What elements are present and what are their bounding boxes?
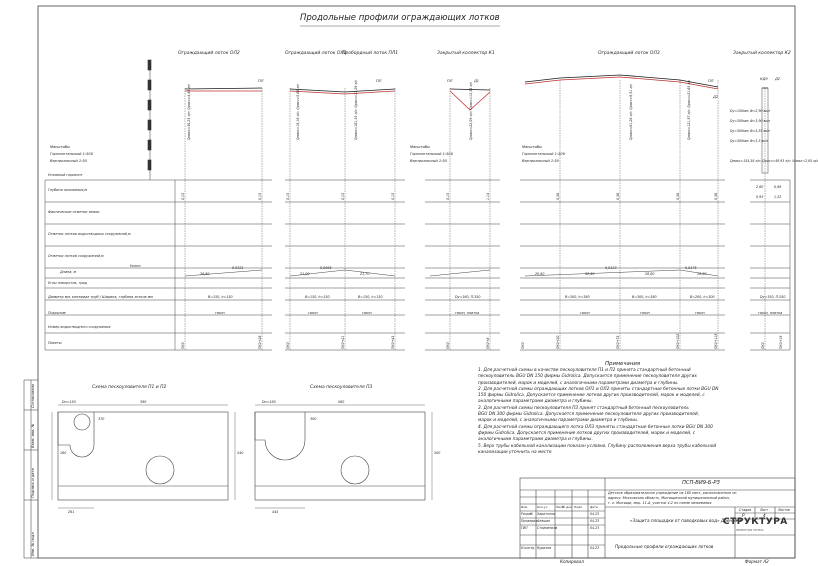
stamp-head: Кол.уч (537, 505, 548, 509)
stamp-date: 04.23 (590, 526, 600, 530)
slope-cell: 0,0123 (605, 266, 617, 270)
row-label-tray-marks: Отметки лотков водоотводных сооружений,м (48, 232, 131, 236)
depth-cell: 0,93 (756, 195, 764, 199)
note-line: фирмы Gidrolica. Допускается применение лотков других производителей, марок и моделей, с (478, 430, 696, 436)
stamp-role: Н.контр. (521, 546, 536, 550)
cover-cell: газон (215, 311, 225, 315)
dim-cell: Dy=160, П.350 (455, 295, 481, 299)
pk-cell: ПК0 (761, 342, 765, 349)
scheme-b-title: Схема пескоуловителя П3 (310, 385, 373, 390)
node-pl-3: ПЛ (447, 79, 453, 83)
dim-cell: B=200, h=300 (690, 295, 715, 299)
stamp-object: «Защита площадки от паводковых вод» Дренажи (630, 518, 742, 523)
section-title-k2: Закрытый коллектор К2 (733, 51, 791, 56)
uslovny-horizon: Условный горизонт (48, 173, 83, 177)
stamp-date: 04.23 (590, 519, 600, 523)
node-d1: Д1 (474, 79, 480, 83)
side-replace-inv: Взам. инв. № (31, 423, 35, 448)
stamp-desc: адресу: Московская область, Мытищинский муниципальный район, (608, 496, 730, 500)
cover-cell: газон, плитка (455, 311, 480, 315)
stamp-role: Проверил (521, 519, 538, 523)
company-logo: СТРУКТУРА (723, 517, 788, 527)
row-label-structure-marks: Отметки лотков сооружений,м (48, 254, 104, 258)
note-line: марок и моделей, с аналогичными параметрами диаметра и глубины. (478, 418, 639, 424)
stamp-date: 04.23 (590, 546, 600, 550)
scheme-a-dim: 540 (237, 451, 244, 455)
stamp-date: 04.23 (590, 512, 600, 516)
length-cell: 21,70 (360, 272, 370, 276)
depth-cell: 0,15 (286, 192, 290, 200)
row-label-number: Номер водоотводного сооружения (48, 325, 111, 329)
scheme-a-dim: Dn=150 (62, 400, 76, 404)
section-title-k1: Закрытый коллектор К1 (437, 51, 495, 56)
pk-cell: ПК0 (181, 342, 185, 349)
node-pl-4: ПЛ (708, 79, 714, 83)
k2-pipe-2: Dy=300мм; Ф=3,90 вып (730, 119, 770, 123)
scheme-a (52, 405, 235, 508)
stamp-stage-h: Стадия (739, 508, 752, 512)
node-d2: Д2 (713, 95, 719, 99)
pk-cell: ПК0+19 (779, 335, 783, 349)
cover-cell: газон (580, 311, 590, 315)
flow-label-ol3a: Qмакс=61,26 л/с; Qрасч=9,51 л/с (629, 83, 633, 140)
depth-cell: 1,14 (486, 192, 490, 200)
note-line: канализации уточнить на месте. (478, 449, 553, 455)
stamp-head: Изм. (521, 505, 529, 509)
dim-cell: B=300, h=380 (632, 295, 657, 299)
scales-label-3: Масштабы (522, 145, 542, 149)
scheme-b-dim: 445 (272, 510, 279, 514)
flow-label-ol3b: Qмакс=121,57 л/с; Qрасч=21,85 л/с (687, 79, 691, 140)
stamp-head: Дата (590, 505, 598, 509)
scheme-a-dim: 370 (98, 417, 105, 421)
flow-label-k2: Qмакс=154,58 л/с; Qрасч=49,93 л/с; Vмакс=2,85 м/с (730, 159, 818, 163)
stamp-desc: Детское образовательное учреждение на 160 мест, расположенное по (608, 491, 737, 495)
node-pl-1: ПЛ (258, 79, 264, 83)
depth-cell: 0,15 (391, 192, 395, 200)
length-cell: 16,80 (697, 272, 707, 276)
scale-horizontal-3: Горизонтальный 1:500 (522, 152, 566, 156)
depth-cell: 0,38 (676, 192, 680, 200)
slope-cell: 0,0095 (320, 266, 332, 270)
k2-pipe-4: Dy=300мм; Ф=3,5 вып (730, 139, 768, 143)
stamp-code: ПСП-ВИ9-Б-РЗ (682, 480, 720, 486)
pk-cell: ПК0+8 (486, 337, 490, 349)
stamp-head: Подп. (574, 505, 584, 509)
dim-cell: B=150, h=150 (305, 295, 330, 299)
pk-cell: ПК0 (446, 342, 450, 349)
depth-cell: 0,98 (774, 185, 782, 189)
note-line: аналогичными параметрами диаметра и глубины. (478, 399, 593, 405)
note-line: BGU DN 300 фирмы Gidrolica. Допускается применение пескоуловителя других производителей, (478, 412, 700, 418)
pk-cell: ПК0+28 (258, 335, 262, 349)
length-cell: 20,60 (535, 272, 545, 276)
length-cell: 28,60 (200, 272, 210, 276)
scheme-a-dim: 261 (68, 510, 75, 514)
scheme-a-dim: 360 (140, 400, 147, 404)
row-label-cover: Покрытие (48, 311, 66, 315)
note-line: 1. Для расчетной схемы в качестве пескоуловителя П1 и П2 принята стандартный бетонный (478, 368, 691, 373)
pk-cell: ПК0+21 (341, 335, 345, 349)
scheme-a-title: Схема пескоуловителя П1 и П2 (92, 385, 167, 390)
flow-label-ol1: Qмакс=19,16 л/с; Qрасч=5,86 л/с (296, 83, 300, 140)
dim-cell: Dy=350, П.550 (760, 295, 786, 299)
cover-cell: газон (362, 311, 372, 315)
row-label-slope: Уклон (130, 264, 141, 268)
stamp-stage: Р (742, 513, 745, 518)
stamp-sheet-h: Лист (760, 508, 769, 512)
scheme-b-dim: 500 (434, 451, 441, 455)
stamp-name: Курилов (537, 546, 552, 550)
depth-cell: 1,32 (774, 195, 782, 199)
pk-cell: ПК0+73 (616, 335, 620, 349)
scheme-b-dim: Dn=160 (262, 400, 276, 404)
flow-label-pl1: Qмакс=161,33 л/с; Qрасч=13,29 л/с (354, 79, 358, 140)
depth-cell: 0,15 (181, 192, 185, 200)
scheme-b-dim: 560 (338, 400, 345, 404)
length-cell: 21,00 (300, 272, 310, 276)
pk-cell: ПК0+119 (714, 333, 718, 349)
depth-cell: 0,15 (446, 192, 450, 200)
scale-horizontal-2: Горизонтальный 1:500 (410, 152, 454, 156)
scale-vertical-3: Вертикальный 1:50 (522, 159, 559, 163)
note-line: производителей, марок и моделей, с аналогичными параметрами диаметра и глубины. (478, 380, 679, 386)
side-agreed: Согласовано (31, 383, 35, 408)
pk-cell: ПК0+20 (556, 335, 560, 349)
length-cell: 52,80 (585, 272, 595, 276)
row-label-pk: Пикеты (48, 341, 62, 345)
company-logo-sub: ПРОЕКТНАЯ ГРУППА (736, 529, 764, 532)
dim-cell: B=150, h=150 (358, 295, 383, 299)
flow-label-k1: Qмакс=22,09 л/с; Qрасч=13,35 л/с (469, 81, 473, 140)
cover-cell: газон (640, 311, 650, 315)
depth-cell: 0,38 (556, 192, 560, 200)
stamp-name: Алешин (537, 519, 551, 523)
side-inv-num: Инв. № подл. (31, 531, 35, 556)
level-scale (148, 60, 151, 180)
notes-title: Примечания (605, 361, 641, 367)
scale-vertical: Вертикальный 1:50 (50, 159, 87, 163)
depth-cell: 0,15 (258, 192, 262, 200)
pk-cell: ПК0+102 (676, 333, 680, 349)
slope-cell: 0,0175 (685, 266, 697, 270)
note-line: 3. Для расчетной схемы пескоуловителя П3 принят стандартный бетонный пескоуловитель (478, 405, 689, 411)
row-label-length: Длина, м (60, 270, 77, 274)
pk-cell: ПК0 (521, 342, 525, 349)
stamp-desc: г. о. Мытищи, мкр. 11-А, участок 4.2 по схеме межевания (608, 501, 712, 505)
scale-vertical-2: Вертикальный 1:50 (410, 159, 447, 163)
kopiroval-label: Копировал (560, 559, 584, 564)
scales-label: Масштабы (50, 145, 70, 149)
depth-cell: 0,38 (714, 192, 718, 200)
side-signature-date: Подпись и дата (31, 468, 35, 498)
node-kd9: КД9 (760, 77, 768, 81)
k2-pipe-3: Dy=300мм; Ф=5,87 вып (730, 129, 770, 133)
row-label-angles: Углы поворотов, град (48, 281, 87, 285)
node-pl-2: ПЛ (376, 79, 382, 83)
scheme-b-dim: 300 (310, 417, 317, 421)
stamp-role: ГИП (521, 526, 528, 530)
scales-label-2: Масштабы (410, 145, 430, 149)
depth-cell: 0,15 (341, 192, 345, 200)
stamp-head: Лист (556, 505, 564, 509)
stamp-sheets-h: Листов (778, 508, 790, 512)
note-line: 4. Для расчетной схемы ограждающего лотка ОЛ3 приняты стандартные бетонные лотки BGU DN 300 (478, 424, 713, 430)
stamp-name: Харитонов (537, 512, 555, 516)
dim-cell: B=300, h=380 (565, 295, 590, 299)
stamp-head: № док. (562, 505, 573, 509)
note-line: 2. Для расчетной схемы ограждающих лотков ОЛ1 и ОЛ2 приняты стандартные бетонные лотки BGU DN (478, 386, 719, 392)
k2-pipe-1: Dy=150мм; Ф=2,90 вып (730, 109, 770, 113)
dim-cell: B=150, h=150 (208, 295, 233, 299)
drawing-title: Продольные профили ограждающих лотков (300, 13, 500, 23)
depth-cell: 0,38 (616, 192, 620, 200)
stamp-sheet: 4 (763, 513, 766, 518)
cover-cell: газон (695, 311, 705, 315)
slope-cell: 0,0321 (232, 266, 244, 270)
note-line: аналогичными параметрами диаметра и глубины. (478, 437, 593, 443)
row-label-ground: Фактические отметки земли (48, 210, 100, 214)
pk-cell: ПК0 (286, 342, 290, 349)
section-title-ol1: Ограждающий лоток ОЛ1 (285, 51, 347, 56)
depth-cell: 2,60 (756, 185, 764, 189)
section-title-ol2: Ограждающий лоток ОЛ2 (178, 51, 240, 56)
row-label-depth: Глубина заложения,м (48, 188, 88, 192)
profile-tables (45, 180, 790, 350)
length-cell: 28,80 (645, 272, 655, 276)
notes-block (478, 368, 793, 456)
note-line: 150 фирмы Gidrolica. Допускается применение лотков других производителей, марок и моделей, с (478, 393, 705, 399)
scale-horizontal: Горизонтальный 1:500 (50, 152, 94, 156)
note-line: 5. Верх трубы кабельной канализации показан условно. Глубину расположения верха трубы кабельной (478, 443, 717, 449)
format-label: Формат А2 (745, 559, 769, 564)
note-line: пескоуловитель BGU DN 150 фирмы Gidrolica. Допускается применение пескоуловителя других (478, 374, 697, 380)
section-title-pl1: Пробордный лоток ПЛ1 (342, 51, 399, 56)
stamp-sheet-title: Продольные профили ограждающих лотков (615, 544, 714, 549)
pk-cell: ПК0+43 (391, 335, 395, 349)
cover-cell: газон (308, 311, 318, 315)
scheme-a-dim: 160 (60, 451, 67, 455)
cover-cell: газон, плитка (758, 311, 783, 315)
section-title-ol3: Ограждающий лоток ОЛ3 (598, 51, 660, 56)
node-d2-k2: Д2 (775, 77, 781, 81)
row-label-diameter: Диаметр мм, материал труб / Ширина, глубина лотков мм (48, 295, 153, 299)
scheme-b (255, 405, 432, 508)
stamp-name: Стоименков (537, 526, 558, 530)
stamp-role: Разраб. (521, 512, 534, 516)
flow-label-ol2: Qмакс=36,25 л/с; Qрасч=4,44 л/с (187, 83, 191, 140)
